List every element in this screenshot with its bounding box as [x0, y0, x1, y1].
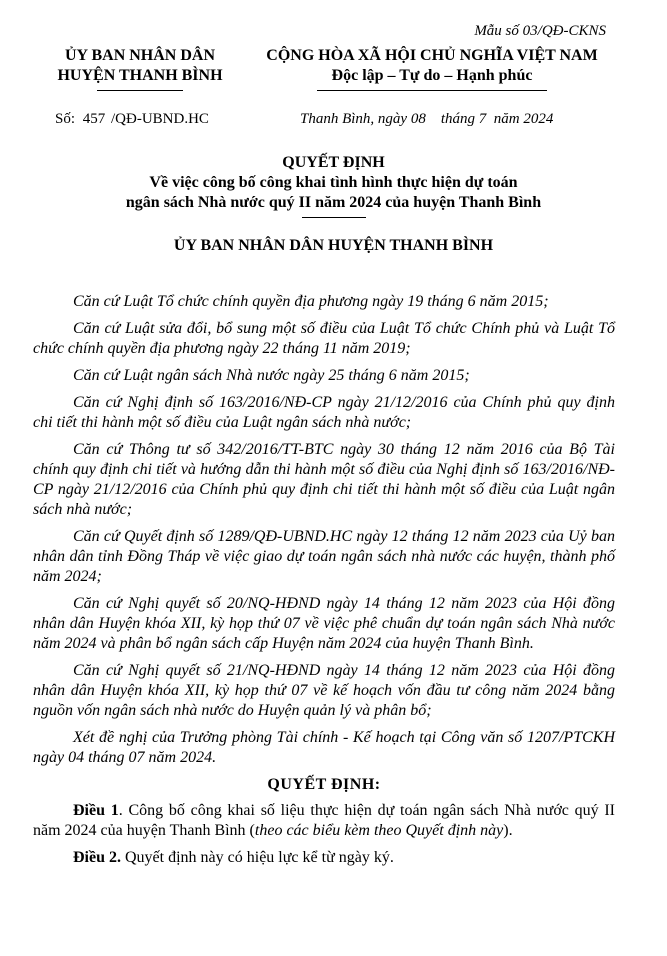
agency-divider — [97, 90, 183, 91]
legal-basis-4: Căn cứ Nghị định số 163/2016/NĐ-CP ngày 21/12/2016 của Chính phủ quy định chi tiết thi hành một số điều của Luật ngân sách nhà nước; — [33, 394, 615, 431]
proposal-basis: Xét đề nghị của Trưởng phòng Tài chính - Kế hoạch tại Công văn số 1207/PTCKH ngày 04 tháng 07 năm 2024. — [33, 729, 615, 766]
decision-heading: QUYẾT ĐỊNH: — [267, 776, 381, 793]
title-line-3: ngân sách Nhà nước quý II năm 2024 của huyện Thanh Bình — [125, 194, 542, 211]
legal-basis-3: Căn cứ Luật ngân sách Nhà nước ngày 25 tháng 6 năm 2015; — [73, 367, 470, 384]
issuing-authority: ỦY BAN NHÂN DÂN HUYỆN THANH BÌNH — [173, 237, 494, 254]
doc-number-suffix: /QĐ-UBND.HC — [111, 111, 209, 127]
form-number: Mẫu số 03/QĐ-CKNS — [474, 23, 606, 39]
decision-title — [0, 153, 667, 218]
agency-line-1: ỦY BAN NHÂN DÂN — [64, 47, 216, 64]
agency-line-2: HUYỆN THANH BÌNH — [57, 67, 223, 84]
article-2-text: Quyết định này có hiệu lực kể từ ngày ký. — [121, 849, 394, 866]
place-date-text: Thanh Bình, ngày 08 tháng 7 năm 2024 — [300, 111, 554, 127]
document-number — [55, 111, 209, 128]
place-date — [300, 111, 553, 128]
legal-basis-7: Căn cứ Nghị quyết số 20/NQ-HĐND ngày 14 tháng 12 năm 2023 của Hội đồng nhân dân Huyện khóa XII, kỳ họp thứ 07 về việc phê chuẩn dự toán ngân sách Nhà nước năm 2024 và phân bổ ngân sách cấp Huyện năm 2024 của huyện Thanh Bình. — [33, 595, 615, 652]
article-1 — [33, 801, 615, 841]
motto: Độc lập – Tự do – Hạnh phúc — [331, 67, 533, 84]
issuing-agency-header — [40, 46, 240, 91]
legal-basis-2: Căn cứ Luật sửa đổi, bổ sung một số điều của Luật Tổ chức Chính phủ và Luật Tổ chức chính quyền địa phương ngày 22 tháng 11 năm 2019; — [33, 320, 615, 357]
legal-basis-1: Căn cứ Luật Tổ chức chính quyền địa phương ngày 19 tháng 6 năm 2015; — [73, 293, 549, 310]
article-2 — [33, 848, 615, 868]
legal-basis-8: Căn cứ Nghị quyết số 21/NQ-HĐND ngày 14 tháng 12 năm 2023 của Hội đồng nhân dân Huyện khóa XII, kỳ họp thứ 07 về kế hoạch vốn đầu tư công năm 2024 bằng nguồn vốn ngân sách nhà nước do Huyện quản lý và phân bổ; — [33, 662, 615, 719]
legal-basis-5: Căn cứ Thông tư số 342/2016/TT-BTC ngày 30 tháng 12 năm 2016 của Bộ Tài chính quy định chi tiết và hướng dẫn thi hành một số điều của Nghị định số 163/2016/NĐ-CP ngày 21/12/2016 của Chính phủ quy định chi tiết thi hành một số điều của Luật ngân sách nhà nước; — [33, 441, 615, 518]
article-1-label: Điều 1 — [73, 802, 119, 819]
article-1-tail: ). — [503, 822, 513, 839]
doc-number-prefix: Số: — [55, 111, 76, 127]
national-motto-header — [262, 46, 602, 91]
document-body — [33, 292, 615, 875]
country-name: CỘNG HÒA XÃ HỘI CHỦ NGHĨA VIỆT NAM — [266, 47, 598, 64]
motto-divider — [317, 90, 547, 91]
title-line-1: QUYẾT ĐỊNH — [282, 154, 385, 171]
article-1-italic: theo các biểu kèm theo Quyết định này — [254, 822, 504, 839]
title-divider — [302, 217, 366, 218]
title-line-2: Về việc công bố công khai tình hình thực hiện dự toán — [149, 174, 518, 191]
article-2-label: Điều 2. — [73, 849, 121, 866]
doc-number-value: 457 — [82, 111, 106, 127]
article-1-text: . Công bố công khai số liệu thực hiện dự toán ngân sách Nhà nước quý II năm 2024 của huyện Thanh Bình ( — [33, 802, 615, 839]
legal-basis-6: Căn cứ Quyết định số 1289/QĐ-UBND.HC ngày 12 tháng 12 năm 2023 của Uỷ ban nhân dân tỉnh Đồng Tháp về việc giao dự toán ngân sách nhà nước các huyện, thành phố năm 2024; — [33, 528, 615, 585]
